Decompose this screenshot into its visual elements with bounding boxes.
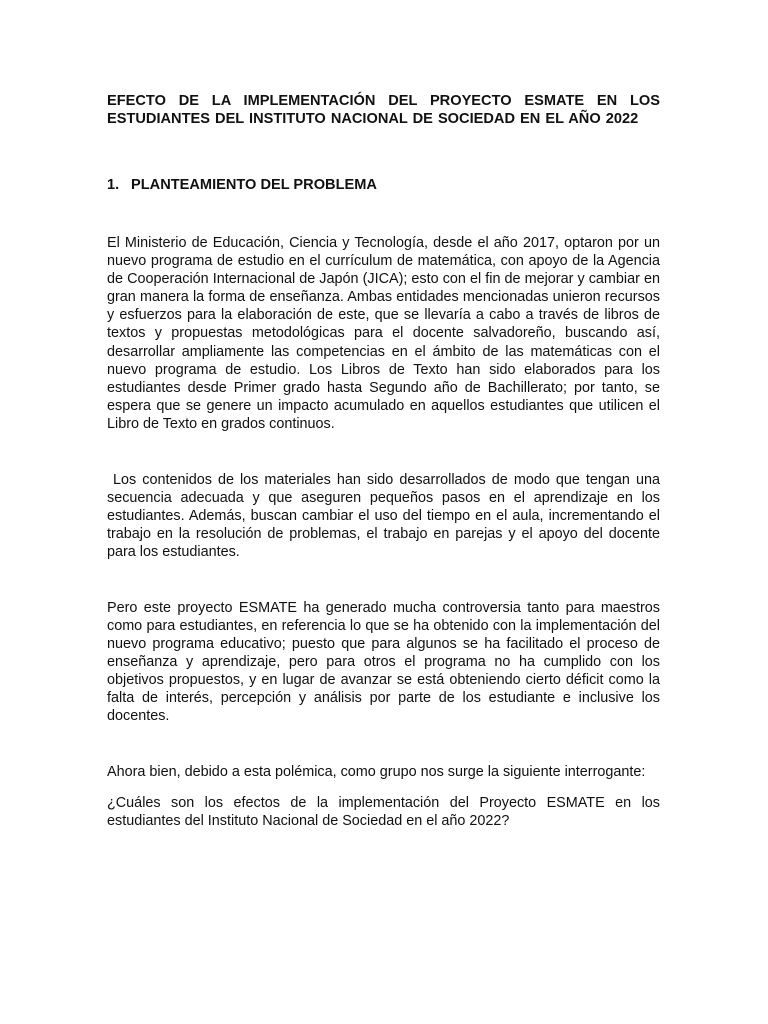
section-heading xyxy=(107,176,660,194)
paragraph: Pero este proyecto ESMATE ha generado mucha controversia tanto para maestros como para estudiantes, en referencia lo que se ha obtenido con la implementación del nuevo programa educativo; puesto que para algunos se ha facilitado el proceso de enseñanza y aprendizaje, pero para otros el programa no ha cumplido con los objetivos propuestos, y en lugar de avanzar se está obteniendo cierto déficit como la falta de interés, percepción y análisis por parte de los estudiante e inclusive los docentes. xyxy=(107,599,660,725)
paragraph: Ahora bien, debido a esta polémica, como grupo nos surge la siguiente interrogante: xyxy=(107,764,646,781)
section-number: 1. xyxy=(107,177,120,193)
document-title: EFECTO DE LA IMPLEMENTACIÓN DEL PROYECTO ESMATE EN LOS ESTUDIANTES DEL INSTITUTO NACIONAL DE SOCIEDAD EN EL AÑO 2022 xyxy=(107,93,660,127)
research-question: ¿Cuáles son los efectos de la implementación del Proyecto ESMATE en los estudiantes del Instituto Nacional de Sociedad en el año 2022? xyxy=(107,795,660,830)
section-heading-text: PLANTEAMIENTO DEL PROBLEMA xyxy=(131,177,377,193)
paragraph: Los contenidos de los materiales han sido desarrollados de modo que tengan una secuencia adecuada y que aseguren pequeños pasos en el aprendizaje en los estudiantes. Además, buscan cambiar el uso del tiempo en el aula, incrementando el trabajo en la resolución de problemas, el trabajo en parejas y el apoyo del docente para los estudiantes. xyxy=(107,472,664,561)
paragraph: El Ministerio de Educación, Ciencia y Tecnología, desde el año 2017, optaron por un nuevo programa de estudio en el currículum de matemática, con apoyo de la Agencia de Cooperación Internacional de Japón (JICA); esto con el fin de mejorar y cambiar en gran manera la forma de enseñanza. Ambas entidades mencionadas unieron recursos y esfuerzos para la elaboración de este, que se llevaría a cabo a través de libros de textos y propuestas metodológicas para el docente salvadoreño, buscando así, desarrollar ampliamente las competencias en el ámbito de las matemáticas con el nuevo programa de estudio. Los Libros de Texto han sido elaborados para los estudiantes desde Primer grado hasta Segundo año de Bachillerato; por tanto, se espera que se genere un impacto acumulado en aquellos estudiantes que utilicen el Libro de Texto en grados continuos. xyxy=(107,235,660,432)
document-page xyxy=(107,92,664,830)
